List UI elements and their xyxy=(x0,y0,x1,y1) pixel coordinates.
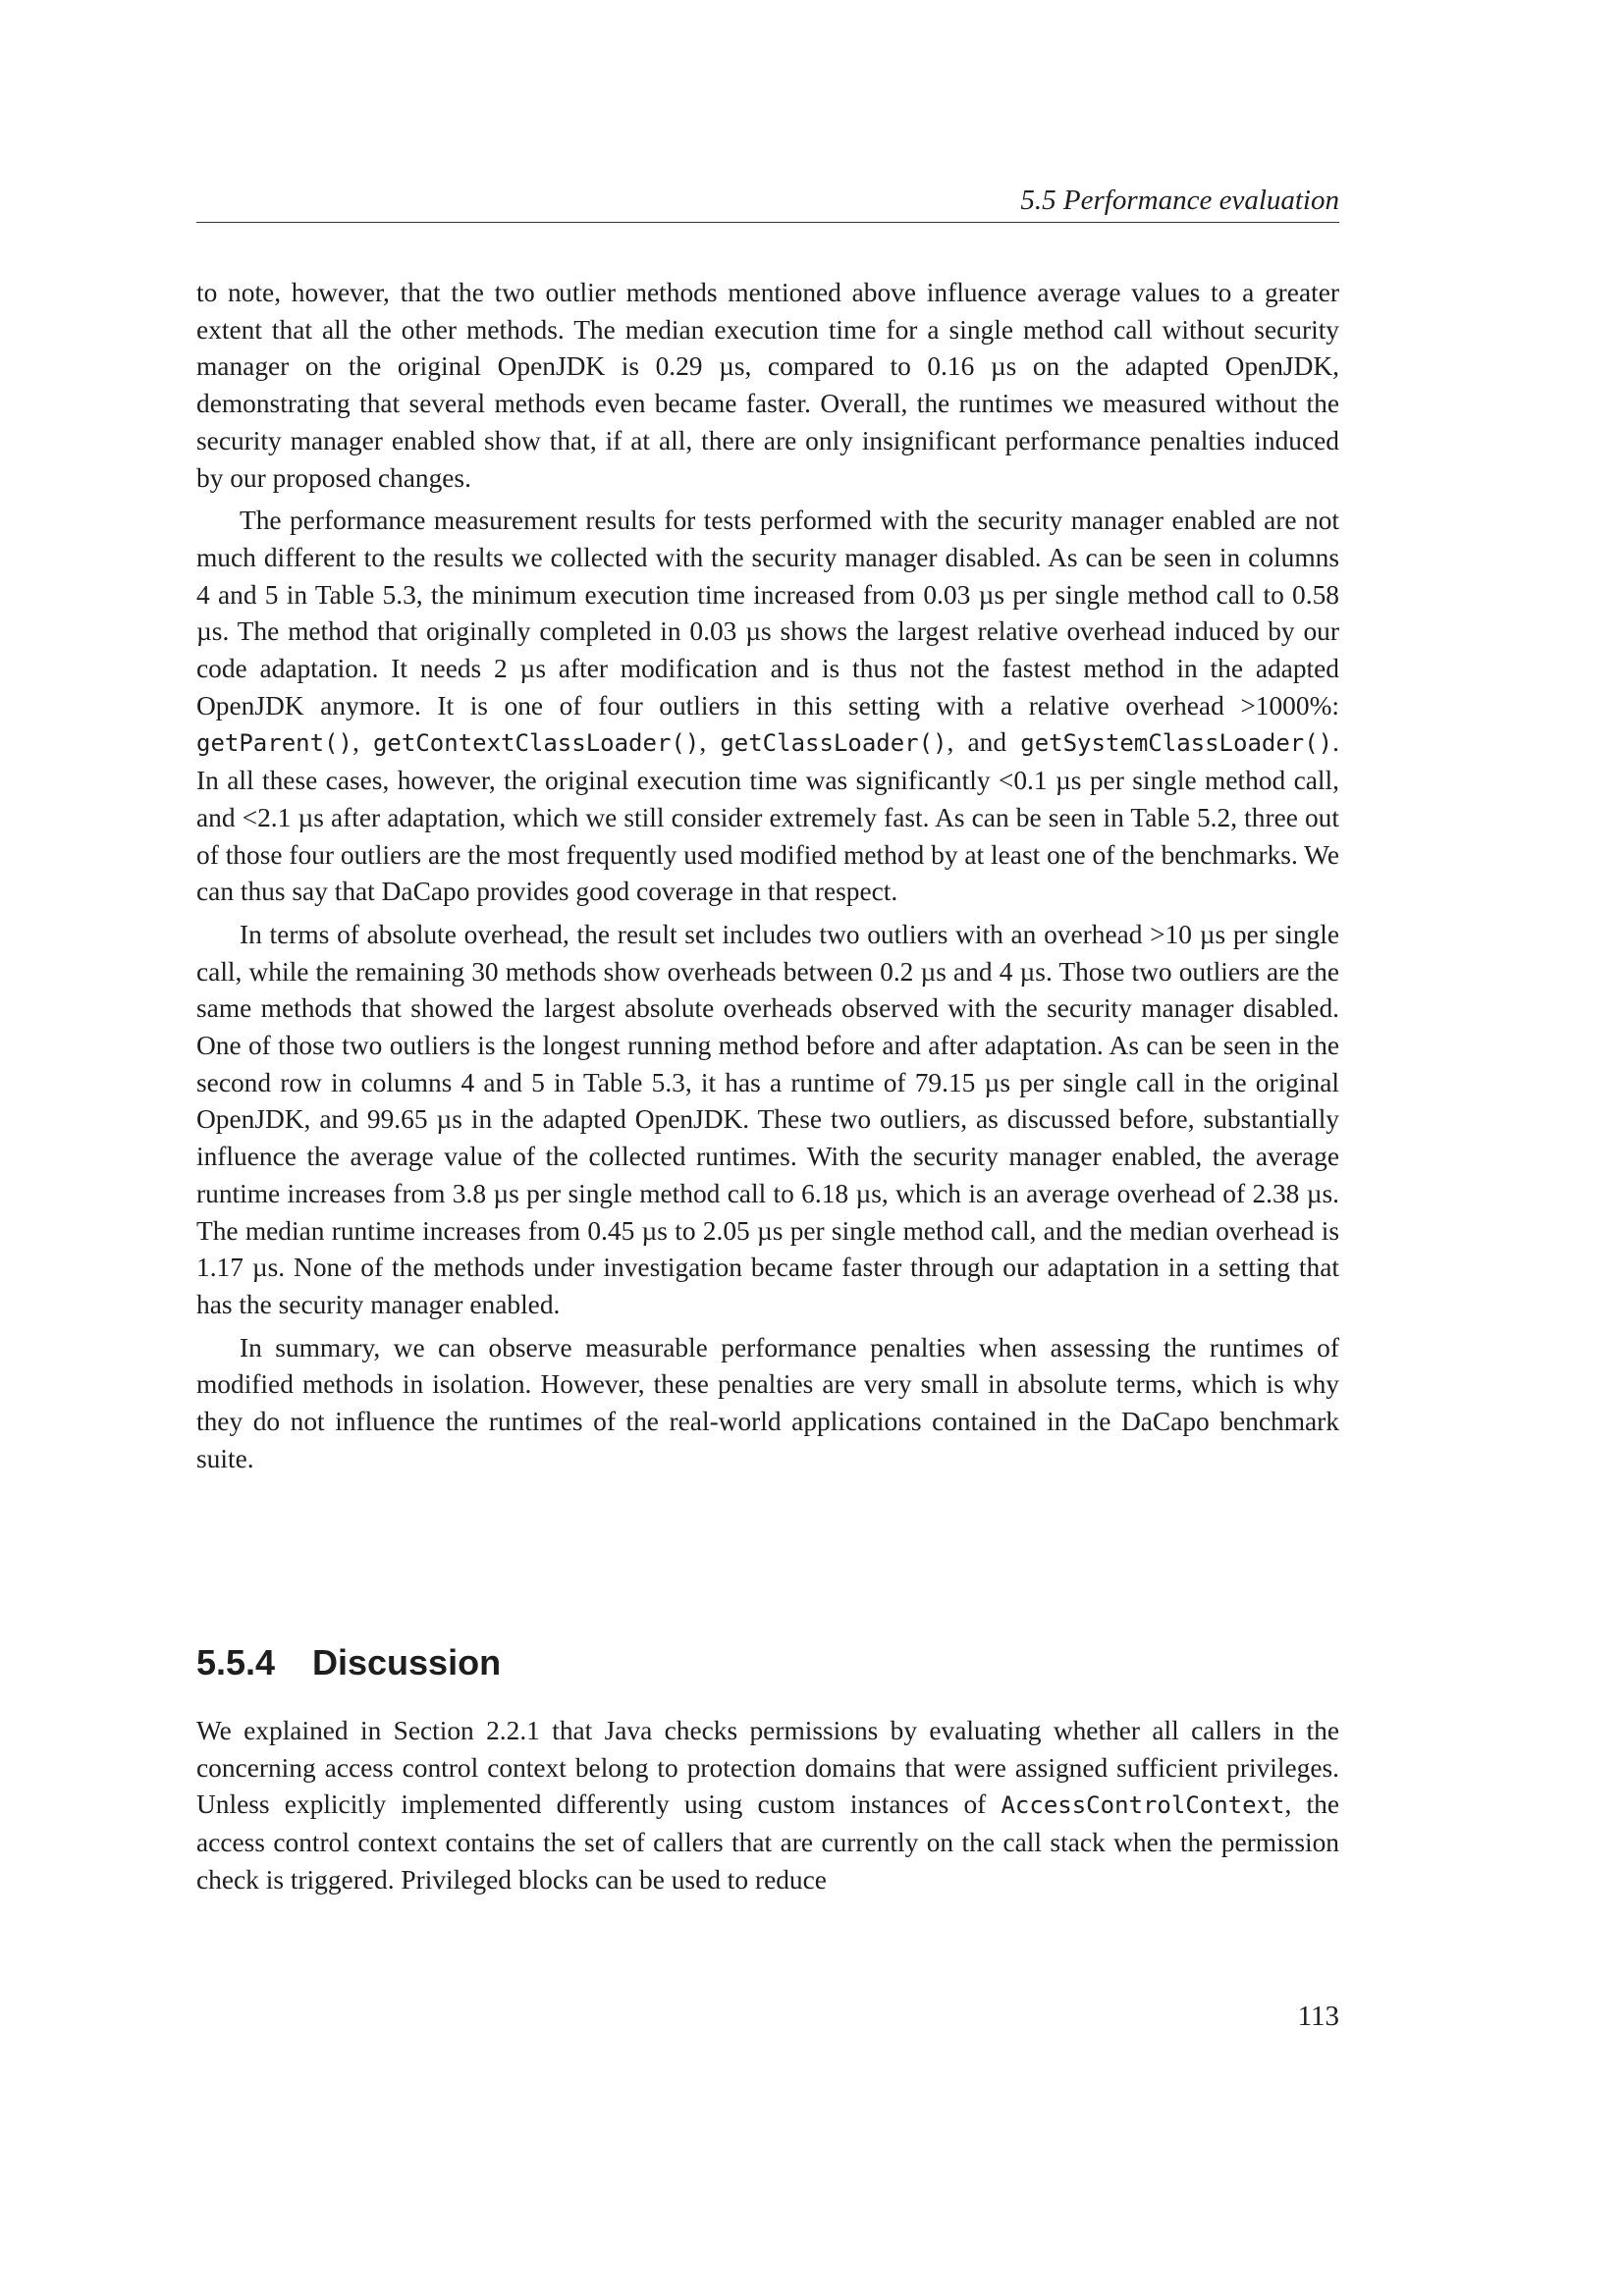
discussion-text-a: We explained in Section 2.2.1 that Java checks permissions by evaluating whether all callers in the concerning access control context belong to protection domains that were assigned sufficient privileges. Unless explicitly implemented differently using custom instances of xyxy=(196,1716,1339,1820)
section-heading xyxy=(196,1641,501,1684)
discussion-text xyxy=(196,1713,1339,1905)
section-number: 5.5.4 xyxy=(196,1642,276,1682)
code-get-class-loader: getClassLoader() xyxy=(720,729,947,758)
discussion-text-b: , the access control context contains the set of callers that are currently on the call stack when the permission check is triggered. Privileged blocks can be used to reduce xyxy=(196,1789,1339,1895)
code-get-parent: getParent() xyxy=(196,729,352,758)
separator-1: , xyxy=(352,727,373,758)
paragraph-1: to note, however, that the two outlier methods mentioned above influence average values to a greater extent that all the other methods. The median execution time for a single method call without security manager on the original OpenJDK is 0.29 µs, compared to 0.16 µs on the adapted OpenJDK, demonstrating that several methods even became faster. Overall, the runtimes we measured without the security manager enabled show that, if at all, there are only insignificant performance penalties induced by our proposed changes. xyxy=(196,278,1339,493)
running-header xyxy=(196,183,1339,223)
paragraph-2-text-b: . In all these cases, however, the original execution time was significantly <0.1 µs per single method call, and <2.1 µs after adaptation, which we still consider extremely fast. As can be seen in Table 5.2, three out of those four outliers are the most frequently used modified method by at least one of the benchmarks. We can thus say that DaCapo provides good coverage in that respect. xyxy=(196,727,1339,907)
body-text xyxy=(196,275,1339,1484)
paragraph-2-text-a: The performance measurement results for tests performed with the security manager enabled are not much different to the results we collected with the security manager disabled. As can be seen in columns 4 and 5 in Table 5.3, the minimum execution time increased from 0.03 µs per single method call to 0.58 µs. The method that originally completed in 0.03 µs shows the largest relative overhead induced by our code adaptation. It needs 2 µs after modification and is thus not the fastest method in the adapted OpenJDK anymore. It is one of four outliers in this setting with a relative overhead >1000%: xyxy=(196,506,1339,721)
page-number: 113 xyxy=(1297,2001,1339,2032)
separator-2: , xyxy=(699,727,721,758)
section-title: Discussion xyxy=(312,1642,502,1682)
code-access-control-context: AccessControlContext xyxy=(1001,1791,1285,1820)
running-header-title: 5.5 Performance evaluation xyxy=(1020,185,1339,216)
code-get-context-class-loader: getContextClassLoader() xyxy=(372,729,700,758)
discussion-paragraph xyxy=(196,1713,1339,1899)
separator-3: , and xyxy=(947,727,1021,758)
paragraph-3: In terms of absolute overhead, the result set includes two outliers with an overhead >10 µs per single call, while the remaining 30 methods show overheads between 0.2 µs and 4 µs. Those two outliers are the same methods that showed the largest absolute overheads observed with the security manager disabled. One of those two outliers is the longest running method before and after adaptation. As can be seen in the second row in columns 4 and 5 in Table 5.3, it has a runtime of 79.15 µs per single call in the original OpenJDK, and 99.65 µs in the adapted OpenJDK. These two outliers, as discussed before, substantially influence the average value of the collected runtimes. With the security manager enabled, the average runtime increases from 3.8 µs per single method call to 6.18 µs, which is an average overhead of 2.38 µs. The median runtime increases from 0.45 µs to 2.05 µs per single method call, and the median overhead is 1.17 µs. None of the methods under investigation became faster through our adaptation in a setting that has the security manager enabled. xyxy=(196,919,1339,1319)
paragraph-2 xyxy=(196,503,1339,911)
code-get-system-class-loader: getSystemClassLoader() xyxy=(1020,729,1333,758)
paragraph-4: In summary, we can observe measurable performance penalties when assessing the runtimes of modified methods in isolation. However, these penalties are very small in absolute terms, which is why they do not influence the runtimes of the real-world applications contained in the DaCapo benchmark suite. xyxy=(196,1332,1339,1473)
